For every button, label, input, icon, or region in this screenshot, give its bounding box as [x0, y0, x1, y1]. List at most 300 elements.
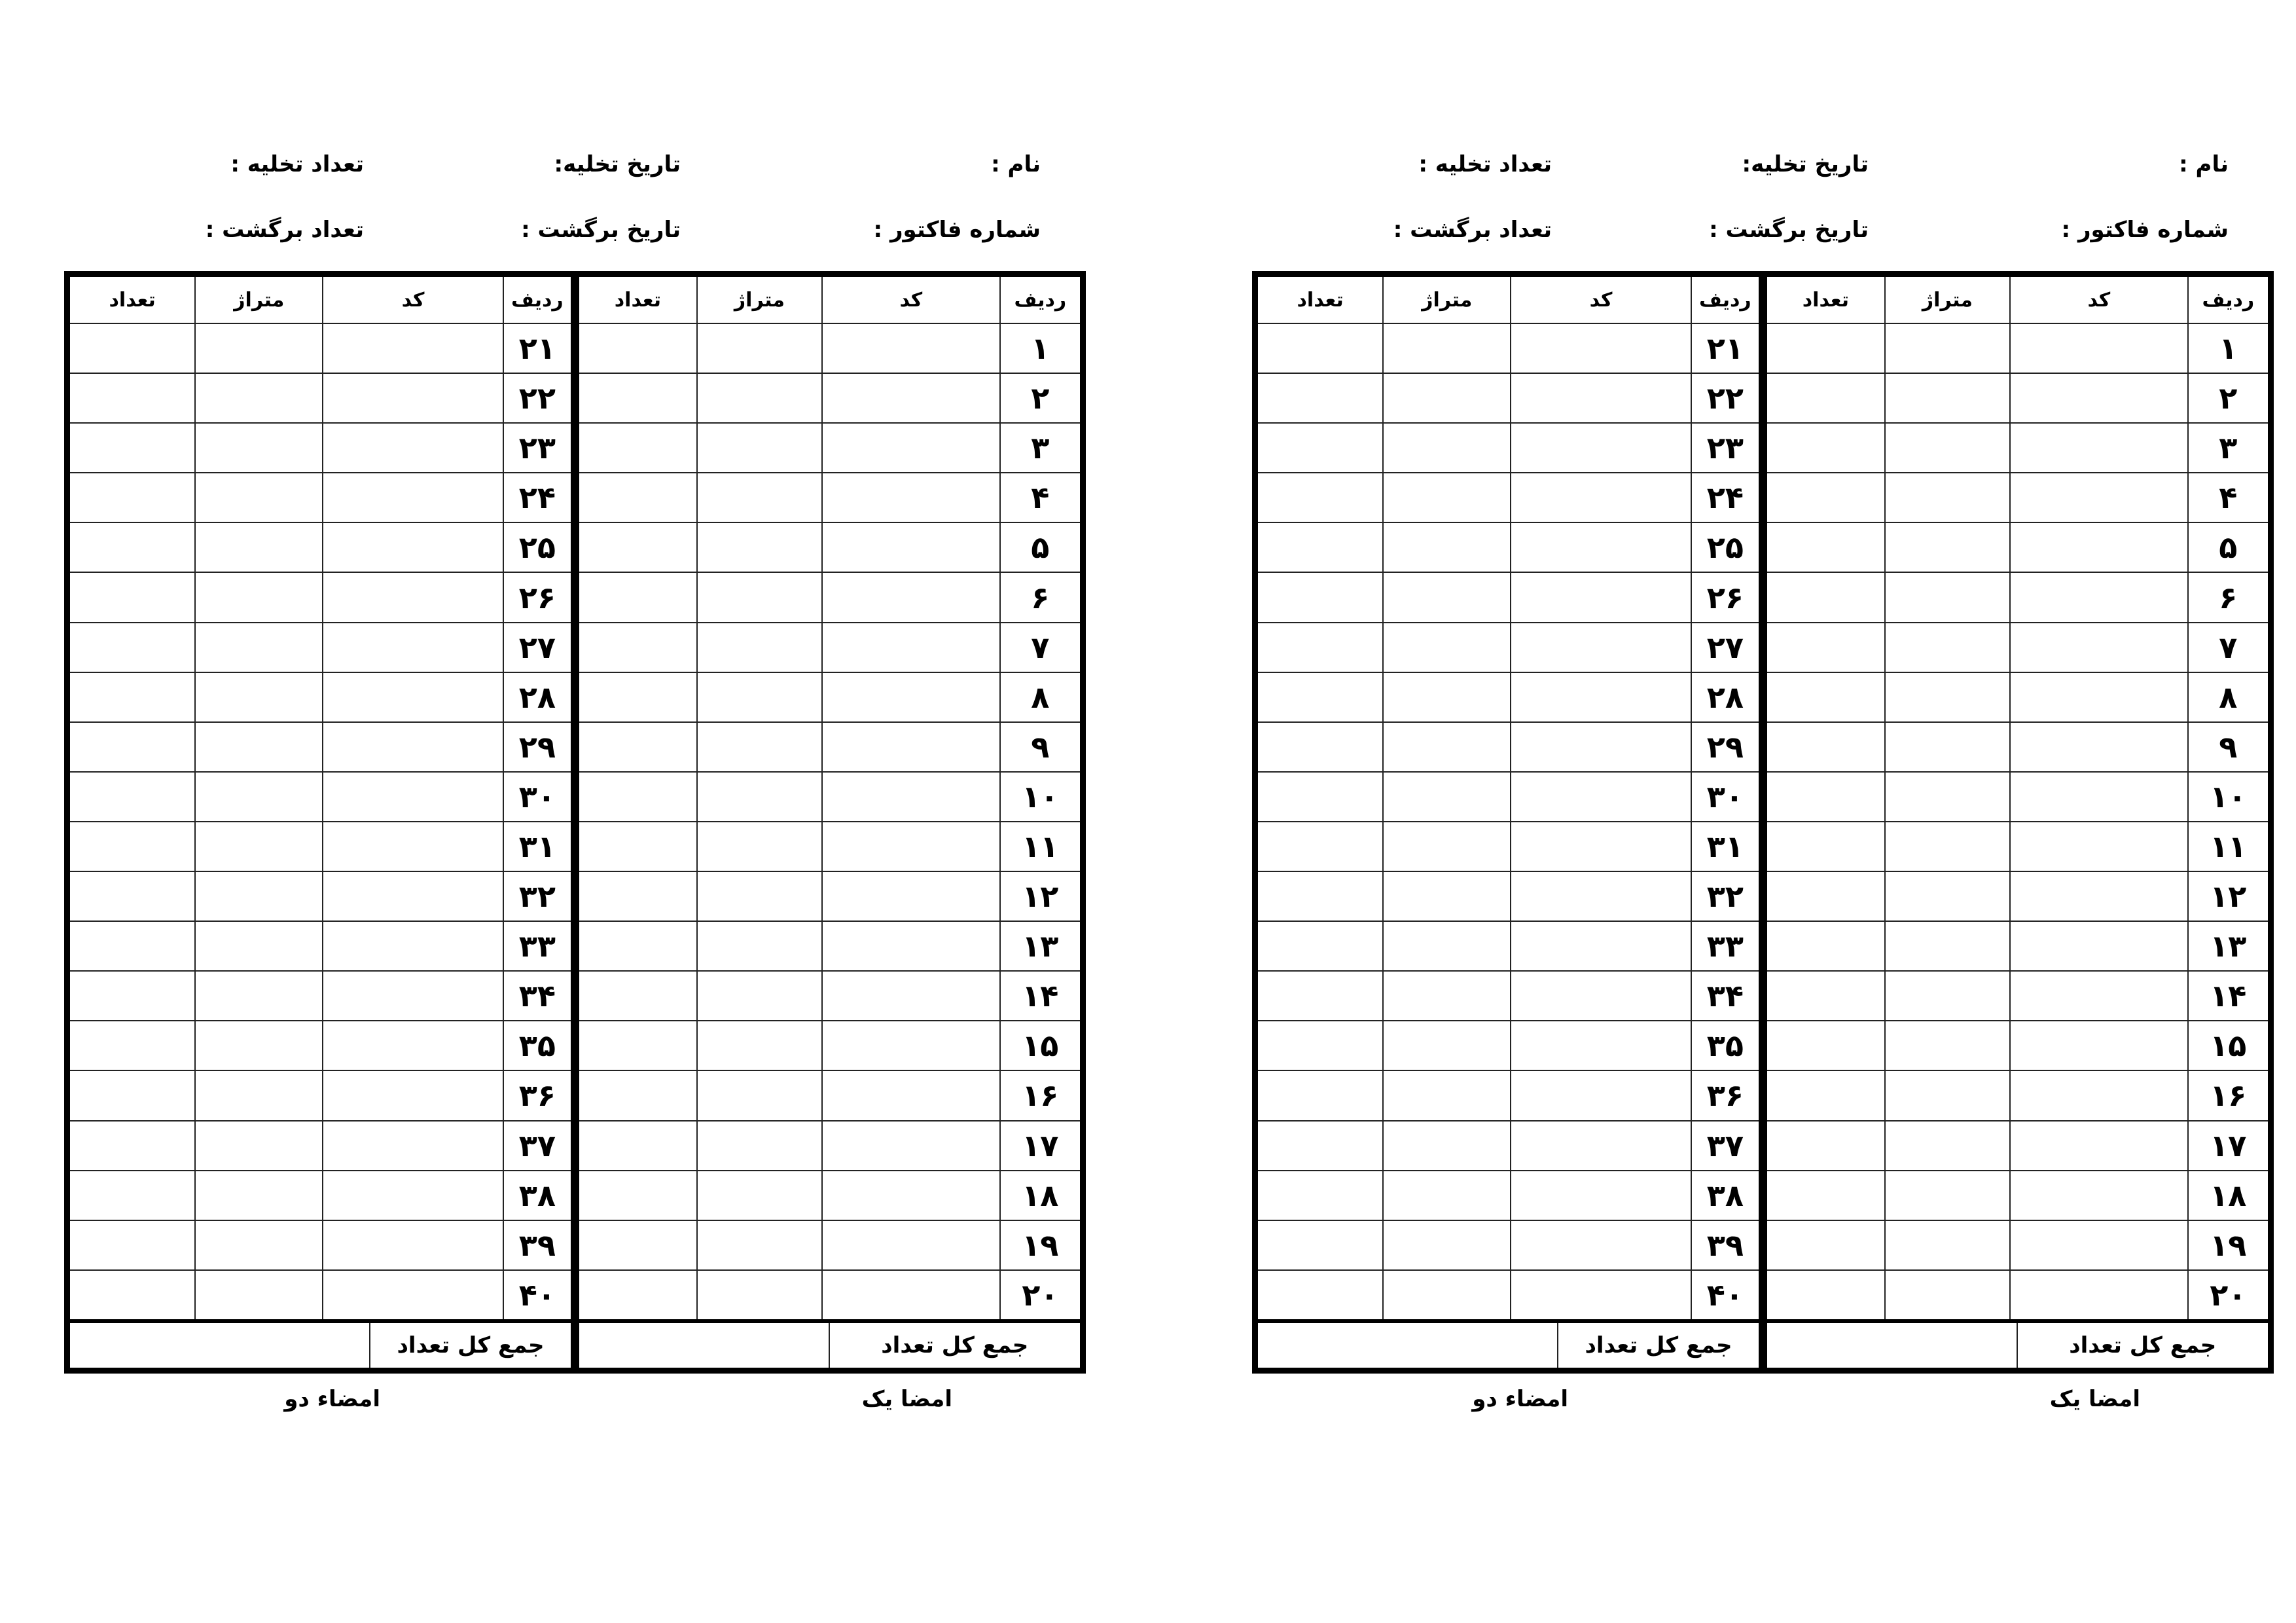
row-number-cell: ۳۵ — [1691, 1021, 1759, 1070]
count-cell — [70, 722, 195, 772]
code-cell — [323, 623, 503, 672]
table-row — [1767, 722, 2268, 772]
total-value-cell — [1258, 1323, 1557, 1368]
count-cell — [1258, 921, 1383, 971]
column-header-row-no: ردیف — [1000, 277, 1080, 323]
table-row — [1258, 1070, 1759, 1120]
count-cell — [1258, 772, 1383, 822]
row-number-cell: ۱۳ — [1000, 921, 1080, 971]
table-header-row — [70, 277, 571, 323]
code-cell — [323, 822, 503, 871]
meterage-cell — [697, 1121, 822, 1171]
row-number-cell: ۳۰ — [503, 772, 571, 822]
row-number-cell: ۳۹ — [1691, 1220, 1759, 1270]
table-row — [579, 423, 1080, 473]
count-cell — [579, 1021, 697, 1070]
code-cell — [2010, 423, 2188, 473]
row-number-cell: ۲۰ — [1000, 1270, 1080, 1319]
code-cell — [323, 1171, 503, 1220]
row-number-cell: ۲۵ — [1691, 522, 1759, 572]
row-number-cell: ۲۱ — [503, 323, 571, 373]
table-row — [1767, 1121, 2268, 1171]
meterage-cell — [195, 323, 323, 373]
column-header-count: تعداد — [1258, 277, 1383, 323]
meterage-cell — [697, 423, 822, 473]
meterage-cell — [1383, 1171, 1511, 1220]
count-cell — [1767, 1171, 1885, 1220]
row-number-cell: ۵ — [2188, 522, 2268, 572]
count-cell — [1258, 1070, 1383, 1120]
code-cell — [1511, 921, 1691, 971]
table-row — [579, 1171, 1080, 1220]
code-cell — [323, 473, 503, 522]
meterage-cell — [697, 623, 822, 672]
table-row — [1767, 772, 2268, 822]
code-cell — [2010, 623, 2188, 672]
meterage-cell — [195, 473, 323, 522]
row-number-cell: ۲۹ — [503, 722, 571, 772]
row-number-cell: ۱۴ — [2188, 971, 2268, 1021]
column-header-code: کد — [2010, 277, 2188, 323]
signature-two-label: امضاء دو — [1472, 1386, 1568, 1412]
code-cell — [1511, 473, 1691, 522]
row-number-cell: ۱۴ — [1000, 971, 1080, 1021]
count-cell — [70, 1121, 195, 1171]
row-number-cell: ۳۲ — [503, 871, 571, 921]
code-cell — [1511, 1270, 1691, 1319]
table-row — [1258, 572, 1759, 622]
items-table — [1767, 277, 2268, 1319]
row-number-cell: ۱۶ — [1000, 1070, 1080, 1120]
count-cell — [1767, 971, 1885, 1021]
items-table-rows-21-40 — [70, 277, 571, 1368]
row-number-cell: ۳۰ — [1691, 772, 1759, 822]
count-cell — [1258, 423, 1383, 473]
code-cell — [323, 373, 503, 423]
row-number-cell: ۳۳ — [503, 921, 571, 971]
column-header-row-no: ردیف — [1691, 277, 1759, 323]
table-row — [70, 1070, 571, 1120]
meterage-cell — [1383, 323, 1511, 373]
row-number-cell: ۲۷ — [1691, 623, 1759, 672]
meterage-cell — [1383, 373, 1511, 423]
meterage-cell — [195, 1220, 323, 1270]
column-header-code: کد — [1511, 277, 1691, 323]
row-number-cell: ۴۰ — [503, 1270, 571, 1319]
meterage-cell — [697, 1021, 822, 1070]
discharge-date-label: تاریخ تخلیه: — [1742, 151, 1869, 177]
row-number-cell: ۲۴ — [503, 473, 571, 522]
table-row — [70, 772, 571, 822]
code-cell — [1511, 373, 1691, 423]
row-number-cell: ۱۷ — [2188, 1121, 2268, 1171]
table-row — [1258, 1220, 1759, 1270]
column-header-meterage: متراژ — [1383, 277, 1511, 323]
row-number-cell: ۹ — [1000, 722, 1080, 772]
count-cell — [579, 323, 697, 373]
table-row — [579, 971, 1080, 1021]
meterage-cell — [1885, 572, 2010, 622]
table-row — [1767, 822, 2268, 871]
code-cell — [822, 1070, 1000, 1120]
row-number-cell: ۱۱ — [1000, 822, 1080, 871]
row-number-cell: ۱۱ — [2188, 822, 2268, 871]
row-number-cell: ۱ — [2188, 323, 2268, 373]
table-row — [1767, 1021, 2268, 1070]
count-cell — [1767, 423, 1885, 473]
table-row — [579, 623, 1080, 672]
code-cell — [323, 323, 503, 373]
row-number-cell: ۱۰ — [1000, 772, 1080, 822]
meterage-cell — [697, 1270, 822, 1319]
column-header-meterage: متراژ — [1885, 277, 2010, 323]
row-number-cell: ۲۲ — [503, 373, 571, 423]
table-header-row — [1767, 277, 2268, 323]
code-cell — [323, 1070, 503, 1120]
code-cell — [822, 672, 1000, 722]
total-label: جمع کل تعداد — [2017, 1323, 2269, 1368]
count-cell — [1767, 1070, 1885, 1120]
total-row — [1767, 1319, 2268, 1368]
meterage-cell — [697, 722, 822, 772]
row-number-cell: ۳۸ — [503, 1171, 571, 1220]
code-cell — [2010, 522, 2188, 572]
table-header-row — [579, 277, 1080, 323]
items-table — [579, 277, 1080, 1319]
row-number-cell: ۲۵ — [503, 522, 571, 572]
code-cell — [323, 1270, 503, 1319]
signature-two-label: امضاء دو — [284, 1386, 380, 1412]
meterage-cell — [1383, 623, 1511, 672]
column-header-row-no: ردیف — [2188, 277, 2268, 323]
meterage-cell — [697, 822, 822, 871]
meterage-cell — [697, 522, 822, 572]
meterage-cell — [1383, 971, 1511, 1021]
code-cell — [2010, 722, 2188, 772]
table-row — [1258, 423, 1759, 473]
row-number-cell: ۳۴ — [1691, 971, 1759, 1021]
count-cell — [579, 1070, 697, 1120]
table-row — [579, 822, 1080, 871]
table-row — [70, 423, 571, 473]
row-number-cell: ۴۰ — [1691, 1270, 1759, 1319]
table-row — [1258, 921, 1759, 971]
table-row — [70, 672, 571, 722]
signature-one-label: امضا یک — [2049, 1386, 2140, 1412]
table-row — [1767, 921, 2268, 971]
items-table-rows-21-40 — [1258, 277, 1759, 1368]
code-cell — [2010, 921, 2188, 971]
code-cell — [323, 572, 503, 622]
meterage-cell — [1383, 522, 1511, 572]
row-number-cell: ۱۶ — [2188, 1070, 2268, 1120]
meterage-cell — [1383, 871, 1511, 921]
count-cell — [1258, 323, 1383, 373]
row-number-cell: ۱۲ — [1000, 871, 1080, 921]
count-cell — [579, 822, 697, 871]
count-cell — [1258, 971, 1383, 1021]
meterage-cell — [1383, 672, 1511, 722]
count-cell — [579, 921, 697, 971]
meterage-cell — [195, 1121, 323, 1171]
count-cell — [1767, 1121, 1885, 1171]
row-number-cell: ۷ — [2188, 623, 2268, 672]
count-cell — [579, 1171, 697, 1220]
meterage-cell — [195, 1070, 323, 1120]
row-number-cell: ۳۶ — [503, 1070, 571, 1120]
code-cell — [822, 871, 1000, 921]
row-number-cell: ۲۴ — [1691, 473, 1759, 522]
meterage-cell — [1383, 1220, 1511, 1270]
table-row — [1258, 623, 1759, 672]
table-row — [1767, 1270, 2268, 1319]
total-row — [70, 1319, 571, 1368]
count-cell — [70, 971, 195, 1021]
table-row — [579, 722, 1080, 772]
table-row — [70, 871, 571, 921]
code-cell — [2010, 323, 2188, 373]
code-cell — [323, 522, 503, 572]
code-cell — [2010, 1171, 2188, 1220]
return-count-label: تعداد برگشت : — [1393, 217, 1552, 243]
meterage-cell — [195, 722, 323, 772]
meterage-cell — [1885, 423, 2010, 473]
row-number-cell: ۱ — [1000, 323, 1080, 373]
meterage-cell — [195, 672, 323, 722]
count-cell — [1258, 473, 1383, 522]
meterage-cell — [195, 522, 323, 572]
count-cell — [1767, 323, 1885, 373]
code-cell — [822, 473, 1000, 522]
count-cell — [1258, 822, 1383, 871]
table-row — [1258, 1021, 1759, 1070]
row-number-cell: ۲۰ — [2188, 1270, 2268, 1319]
count-cell — [579, 1121, 697, 1171]
meterage-cell — [1885, 1070, 2010, 1120]
row-number-cell: ۱۸ — [2188, 1171, 2268, 1220]
meterage-cell — [1885, 623, 2010, 672]
discharge-count-label: تعداد تخلیه : — [1418, 151, 1552, 177]
row-number-cell: ۱۳ — [2188, 921, 2268, 971]
column-header-row-no: ردیف — [503, 277, 571, 323]
count-cell — [579, 1270, 697, 1319]
meterage-cell — [1885, 1121, 2010, 1171]
code-cell — [2010, 1220, 2188, 1270]
meterage-cell — [1885, 921, 2010, 971]
meterage-cell — [1885, 473, 2010, 522]
meterage-cell — [1383, 822, 1511, 871]
code-cell — [323, 971, 503, 1021]
total-row — [579, 1319, 1080, 1368]
count-cell — [1767, 1270, 1885, 1319]
meterage-cell — [697, 871, 822, 921]
row-number-cell: ۳۴ — [503, 971, 571, 1021]
table-row — [579, 772, 1080, 822]
table-row — [579, 522, 1080, 572]
code-cell — [2010, 1270, 2188, 1319]
table-row — [1767, 572, 2268, 622]
total-row — [1258, 1319, 1759, 1368]
code-cell — [822, 1021, 1000, 1070]
code-cell — [1511, 522, 1691, 572]
count-cell — [1767, 1021, 1885, 1070]
count-cell — [1258, 1171, 1383, 1220]
count-cell — [70, 871, 195, 921]
count-cell — [579, 522, 697, 572]
table-row — [1258, 1270, 1759, 1319]
count-cell — [579, 971, 697, 1021]
invoice-number-label: شماره فاکتور : — [873, 217, 1041, 243]
meterage-cell — [697, 473, 822, 522]
row-number-cell: ۸ — [2188, 672, 2268, 722]
items-table — [1258, 277, 1759, 1319]
count-cell — [70, 672, 195, 722]
table-row — [579, 473, 1080, 522]
count-cell — [1767, 572, 1885, 622]
code-cell — [323, 921, 503, 971]
row-number-cell: ۲۱ — [1691, 323, 1759, 373]
code-cell — [2010, 822, 2188, 871]
code-cell — [1511, 722, 1691, 772]
code-cell — [1511, 423, 1691, 473]
total-value-cell — [70, 1323, 369, 1368]
count-cell — [1258, 722, 1383, 772]
row-number-cell: ۲۷ — [503, 623, 571, 672]
row-number-cell: ۲۸ — [503, 672, 571, 722]
count-cell — [579, 1220, 697, 1270]
return-count-label: تعداد برگشت : — [205, 217, 364, 243]
table-row — [579, 1270, 1080, 1319]
table-row — [579, 572, 1080, 622]
table-row — [1767, 373, 2268, 423]
count-cell — [1258, 1270, 1383, 1319]
code-cell — [1511, 323, 1691, 373]
code-cell — [1511, 822, 1691, 871]
code-cell — [2010, 473, 2188, 522]
meterage-cell — [195, 572, 323, 622]
row-number-cell: ۳۷ — [503, 1121, 571, 1171]
count-cell — [579, 772, 697, 822]
table-row — [1258, 1121, 1759, 1171]
code-cell — [822, 971, 1000, 1021]
code-cell — [1511, 1171, 1691, 1220]
count-cell — [1767, 772, 1885, 822]
row-number-cell: ۱۲ — [2188, 871, 2268, 921]
total-label: جمع کل تعداد — [1557, 1323, 1759, 1368]
table-row — [1258, 522, 1759, 572]
table-row — [70, 623, 571, 672]
table-row — [1258, 871, 1759, 921]
meterage-cell — [1885, 971, 2010, 1021]
table-row — [1767, 522, 2268, 572]
row-number-cell: ۴ — [2188, 473, 2268, 522]
table-row — [579, 1220, 1080, 1270]
meterage-cell — [195, 871, 323, 921]
code-cell — [822, 1220, 1000, 1270]
items-table — [70, 277, 571, 1319]
meterage-cell — [1885, 1171, 2010, 1220]
column-header-meterage: متراژ — [195, 277, 323, 323]
code-cell — [822, 323, 1000, 373]
meterage-cell — [1383, 473, 1511, 522]
meterage-cell — [1383, 1270, 1511, 1319]
code-cell — [822, 1270, 1000, 1319]
meterage-cell — [1383, 1070, 1511, 1120]
meterage-cell — [1383, 1021, 1511, 1070]
row-number-cell: ۴ — [1000, 473, 1080, 522]
code-cell — [822, 423, 1000, 473]
code-cell — [822, 1121, 1000, 1171]
table-row — [1767, 1070, 2268, 1120]
name-label: نام : — [2179, 151, 2229, 177]
table-row — [70, 722, 571, 772]
table-row — [1258, 672, 1759, 722]
invoice-number-label: شماره فاکتور : — [2061, 217, 2229, 243]
count-cell — [579, 373, 697, 423]
table-row — [579, 1070, 1080, 1120]
meterage-cell — [697, 1070, 822, 1120]
column-header-count: تعداد — [579, 277, 697, 323]
count-cell — [579, 572, 697, 622]
name-label: نام : — [991, 151, 1041, 177]
code-cell — [822, 772, 1000, 822]
code-cell — [2010, 373, 2188, 423]
code-cell — [822, 1171, 1000, 1220]
row-number-cell: ۲۲ — [1691, 373, 1759, 423]
count-cell — [70, 473, 195, 522]
code-cell — [1511, 572, 1691, 622]
count-cell — [1258, 572, 1383, 622]
code-cell — [323, 1220, 503, 1270]
code-cell — [2010, 1121, 2188, 1171]
count-cell — [1258, 373, 1383, 423]
code-cell — [2010, 1021, 2188, 1070]
count-cell — [1767, 672, 1885, 722]
meterage-cell — [195, 423, 323, 473]
items-sheet — [1252, 271, 2274, 1374]
total-value-cell — [1767, 1323, 2017, 1368]
row-number-cell: ۲۶ — [1691, 572, 1759, 622]
row-number-cell: ۲۸ — [1691, 672, 1759, 722]
items-table-rows-1-20 — [579, 277, 1080, 1368]
code-cell — [822, 373, 1000, 423]
code-cell — [323, 1021, 503, 1070]
table-row — [1767, 871, 2268, 921]
table-row — [1767, 623, 2268, 672]
code-cell — [323, 722, 503, 772]
count-cell — [1767, 373, 1885, 423]
row-number-cell: ۳ — [2188, 423, 2268, 473]
table-header-row — [1258, 277, 1759, 323]
meterage-cell — [697, 1220, 822, 1270]
count-cell — [1258, 522, 1383, 572]
table-row — [1258, 822, 1759, 871]
meterage-cell — [195, 1270, 323, 1319]
row-number-cell: ۳ — [1000, 423, 1080, 473]
meterage-cell — [195, 1021, 323, 1070]
total-label: جمع کل تعداد — [369, 1323, 571, 1368]
code-cell — [1511, 772, 1691, 822]
meterage-cell — [1885, 1270, 2010, 1319]
meterage-cell — [195, 772, 323, 822]
row-number-cell: ۲ — [2188, 373, 2268, 423]
table-row — [1767, 1171, 2268, 1220]
count-cell — [1258, 1220, 1383, 1270]
code-cell — [822, 722, 1000, 772]
meterage-cell — [195, 822, 323, 871]
table-row — [1258, 323, 1759, 373]
meterage-cell — [195, 1171, 323, 1220]
